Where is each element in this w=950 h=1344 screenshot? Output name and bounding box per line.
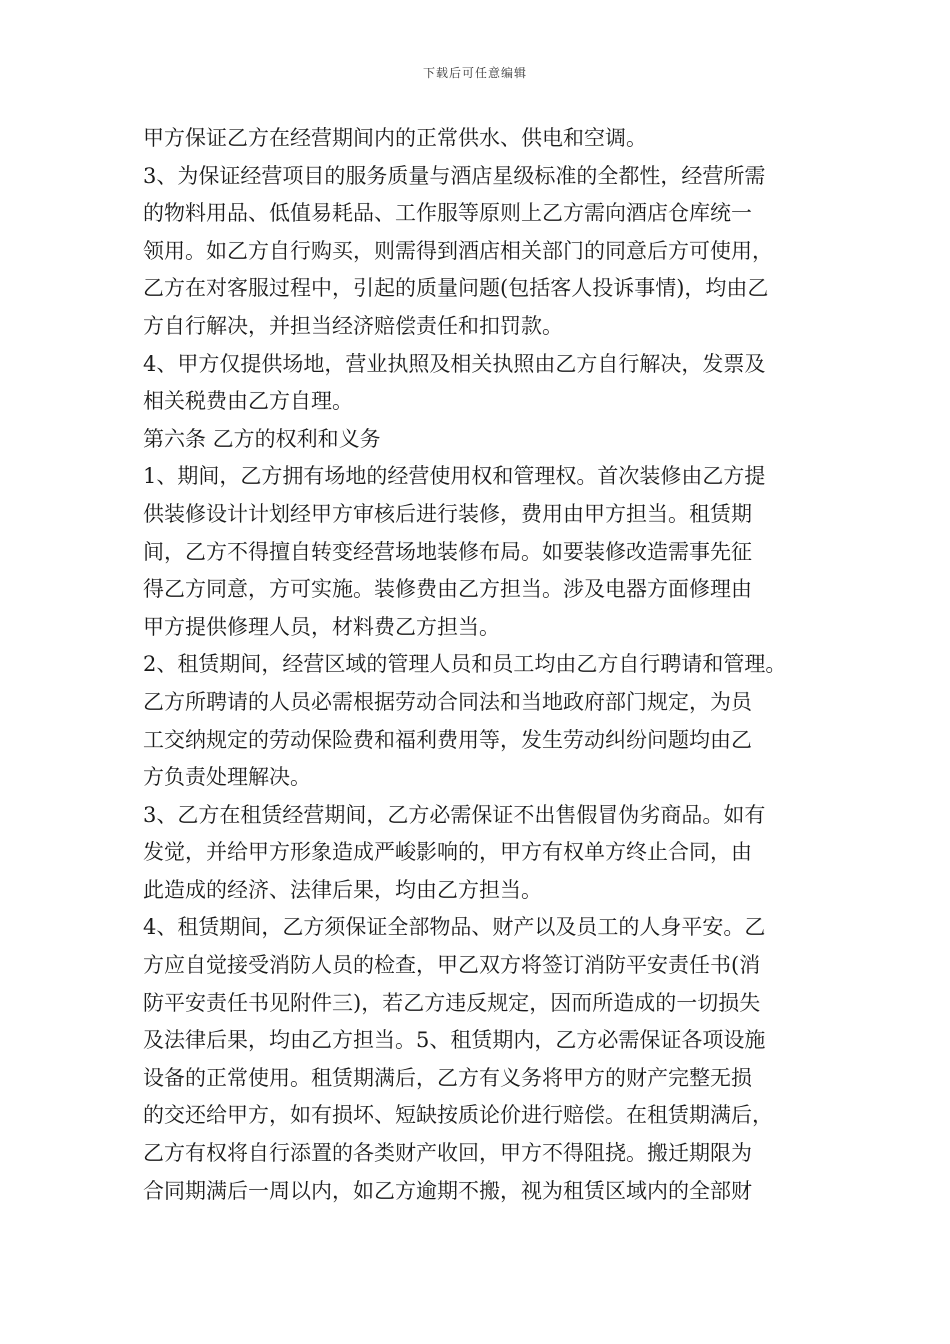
document-body xyxy=(143,120,815,1210)
text-line: 3、为保证经营项目的服务质量与酒店星级标准的全都性，经营所需 xyxy=(143,163,766,188)
header-note: 下载后可任意编辑 xyxy=(422,66,527,80)
text-line: 乙方有权将自行添置的各类财产收回，甲方不得阻挠。搬迁期限为 xyxy=(143,1141,752,1166)
text-line: 防平安责任书见附件三)，若乙方违反规定，因而所造成的一切损失 xyxy=(143,990,761,1015)
text-line: 方负责处理解决。 xyxy=(143,765,311,790)
text-line: 得乙方同意，方可实施。装修费由乙方担当。涉及电器方面修理由 xyxy=(143,577,752,602)
text-line: 合同期满后一周以内，如乙方逾期不搬，视为租赁区域内的全部财 xyxy=(143,1178,752,1203)
text-line: 4、甲方仅提供场地，营业执照及相关执照由乙方自行解决，发票及 xyxy=(143,351,766,376)
text-line: 的物料用品、低值易耗品、工作服等原则上乙方需向酒店仓库统一 xyxy=(143,201,752,226)
text-line: 甲方提供修理人员，材料费乙方担当。 xyxy=(143,614,500,639)
text-line: 方自行解决，并担当经济赔偿责任和扣罚款。 xyxy=(143,313,563,338)
text-line: 乙方所聘请的人员必需根据劳动合同法和当地政府部门规定，为员 xyxy=(143,689,752,714)
text-line: 领用。如乙方自行购买，则需得到酒店相关部门的同意后方可使用， xyxy=(143,238,773,263)
text-line: 工交纳规定的劳动保险费和福利费用等，发生劳动纠纷问题均由乙 xyxy=(143,727,752,752)
text-line: 此造成的经济、法律后果，均由乙方担当。 xyxy=(143,877,542,902)
text-line: 3、乙方在租赁经营期间，乙方必需保证不出售假冒伪劣商品。如有 xyxy=(143,802,766,827)
text-line: 的交还给甲方，如有损坏、短缺按质论价进行赔偿。在租赁期满后， xyxy=(143,1103,773,1128)
text-line: 乙方在对客服过程中，引起的质量问题(包括客人投诉事情)，均由乙 xyxy=(143,276,769,301)
text-line: 及法律后果，均由乙方担当。5、租赁期内，乙方必需保证各项设施 xyxy=(143,1028,766,1053)
text-line: 2、租赁期间，经营区域的管理人员和员工均由乙方自行聘请和管理。 xyxy=(143,652,787,677)
text-line: 发觉，并给甲方形象造成严峻影响的，甲方有权单方终止合同，由 xyxy=(143,840,752,865)
text-line: 间，乙方不得擅自转变经营场地装修布局。如要装修改造需事先征 xyxy=(143,539,752,564)
text-line: 甲方保证乙方在经营期间内的正常供水、供电和空调。 xyxy=(143,126,647,150)
text-line: 方应自觉接受消防人员的检查，甲乙双方将签订消防平安责任书(消 xyxy=(143,953,761,978)
text-line: 4、租赁期间，乙方须保证全部物品、财产以及员工的人身平安。乙 xyxy=(143,915,766,940)
text-line: 相关税费由乙方自理。 xyxy=(143,389,353,414)
text-line: 1、期间，乙方拥有场地的经营使用权和管理权。首次装修由乙方提 xyxy=(143,464,766,489)
text-line: 供装修设计计划经甲方审核后进行装修，费用由甲方担当。租赁期 xyxy=(143,501,752,526)
section-heading: 第六条 乙方的权利和义务 xyxy=(143,426,381,451)
text-line: 设备的正常使用。租赁期满后，乙方有义务将甲方的财产完整无损 xyxy=(143,1065,752,1090)
